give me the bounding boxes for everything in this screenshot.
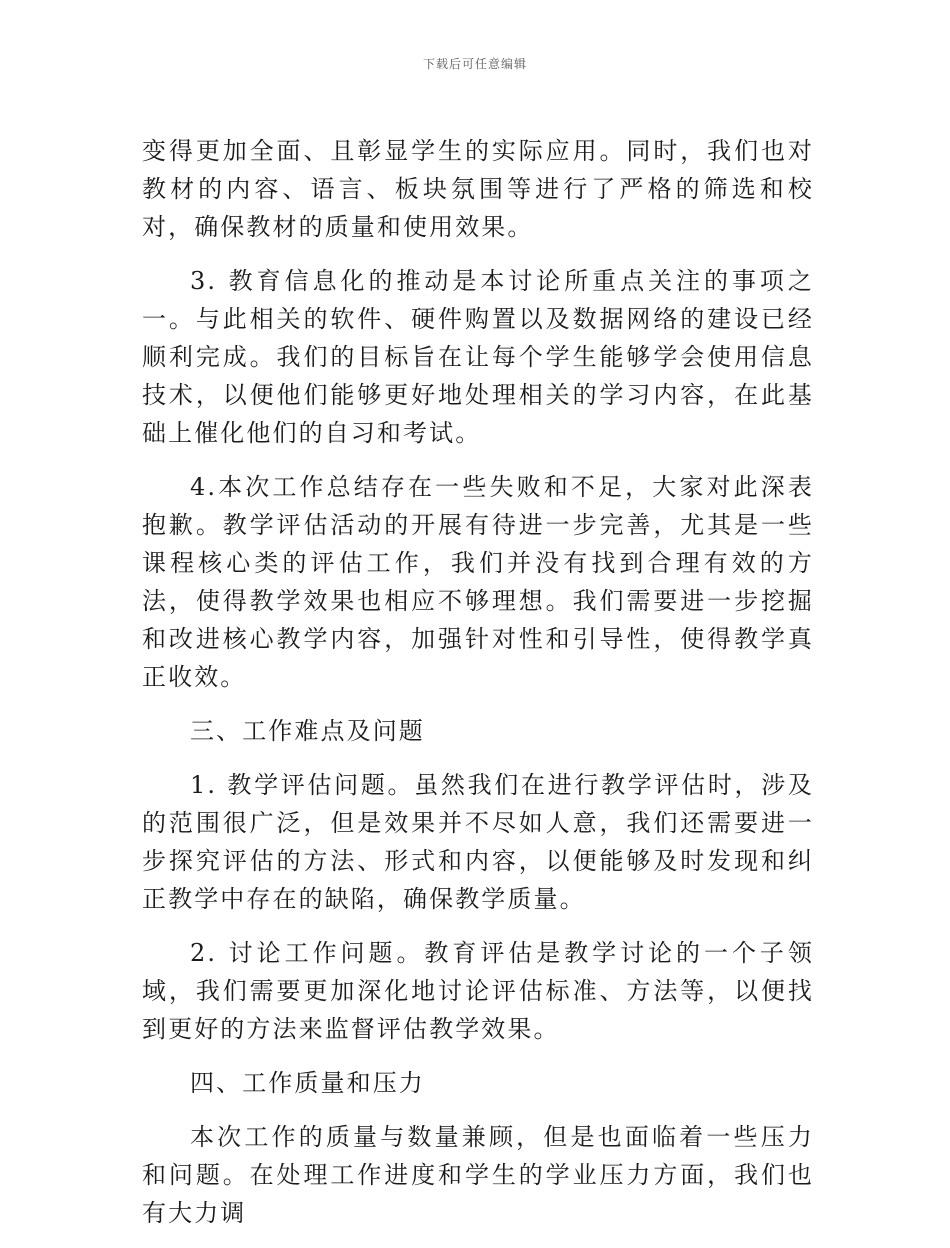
document-body <box>142 132 814 1248</box>
paragraph: 3. 教育信息化的推动是本讨论所重点关注的事项之一。与此相关的软件、硬件购置以及数据网络的建设已经顺利完成。我们的目标旨在让每个学生能够学会使用信息技术，以便他们能够更好地处理相关的学习内容，在此基础上催化他们的自习和考试。 <box>142 267 814 447</box>
paragraph: 变得更加全面、且彰显学生的实际应用。同时，我们也对教材的内容、语言、板块氛围等进行了严格的筛选和校对，确保教材的质量和使用效果。 <box>142 137 814 241</box>
page-header: 下载后可任意编辑 <box>422 57 527 71</box>
section-heading: 三、工作难点及问题 <box>190 717 425 745</box>
section-heading: 四、工作质量和压力 <box>190 1069 425 1097</box>
paragraph: 本次工作的质量与数量兼顾，但是也面临着一些压力和问题。在处理工作进度和学生的学业压力方面，我们也有大力调 <box>142 1123 814 1227</box>
paragraph: 2. 讨论工作问题。教育评估是教学讨论的一个子领域，我们需要更加深化地讨论评估标准、方法等，以便找到更好的方法来监督评估教学效果。 <box>142 939 814 1043</box>
paragraph: 4.本次工作总结存在一些失败和不足，大家对此深表抱歉。教学评估活动的开展有待进一步完善，尤其是一些课程核心类的评估工作，我们并没有找到合理有效的方法，使得教学效果也相应不够理想。我们需要进一步挖掘和改进核心教学内容，加强针对性和引导性，使得教学真正收效。 <box>142 473 814 691</box>
paragraph: 1. 教学评估问题。虽然我们在进行教学评估时，涉及的范围很广泛，但是效果并不尽如人意，我们还需要进一步探究评估的方法、形式和内容，以便能够及时发现和纠正教学中存在的缺陷，确保教学质量。 <box>142 771 814 913</box>
